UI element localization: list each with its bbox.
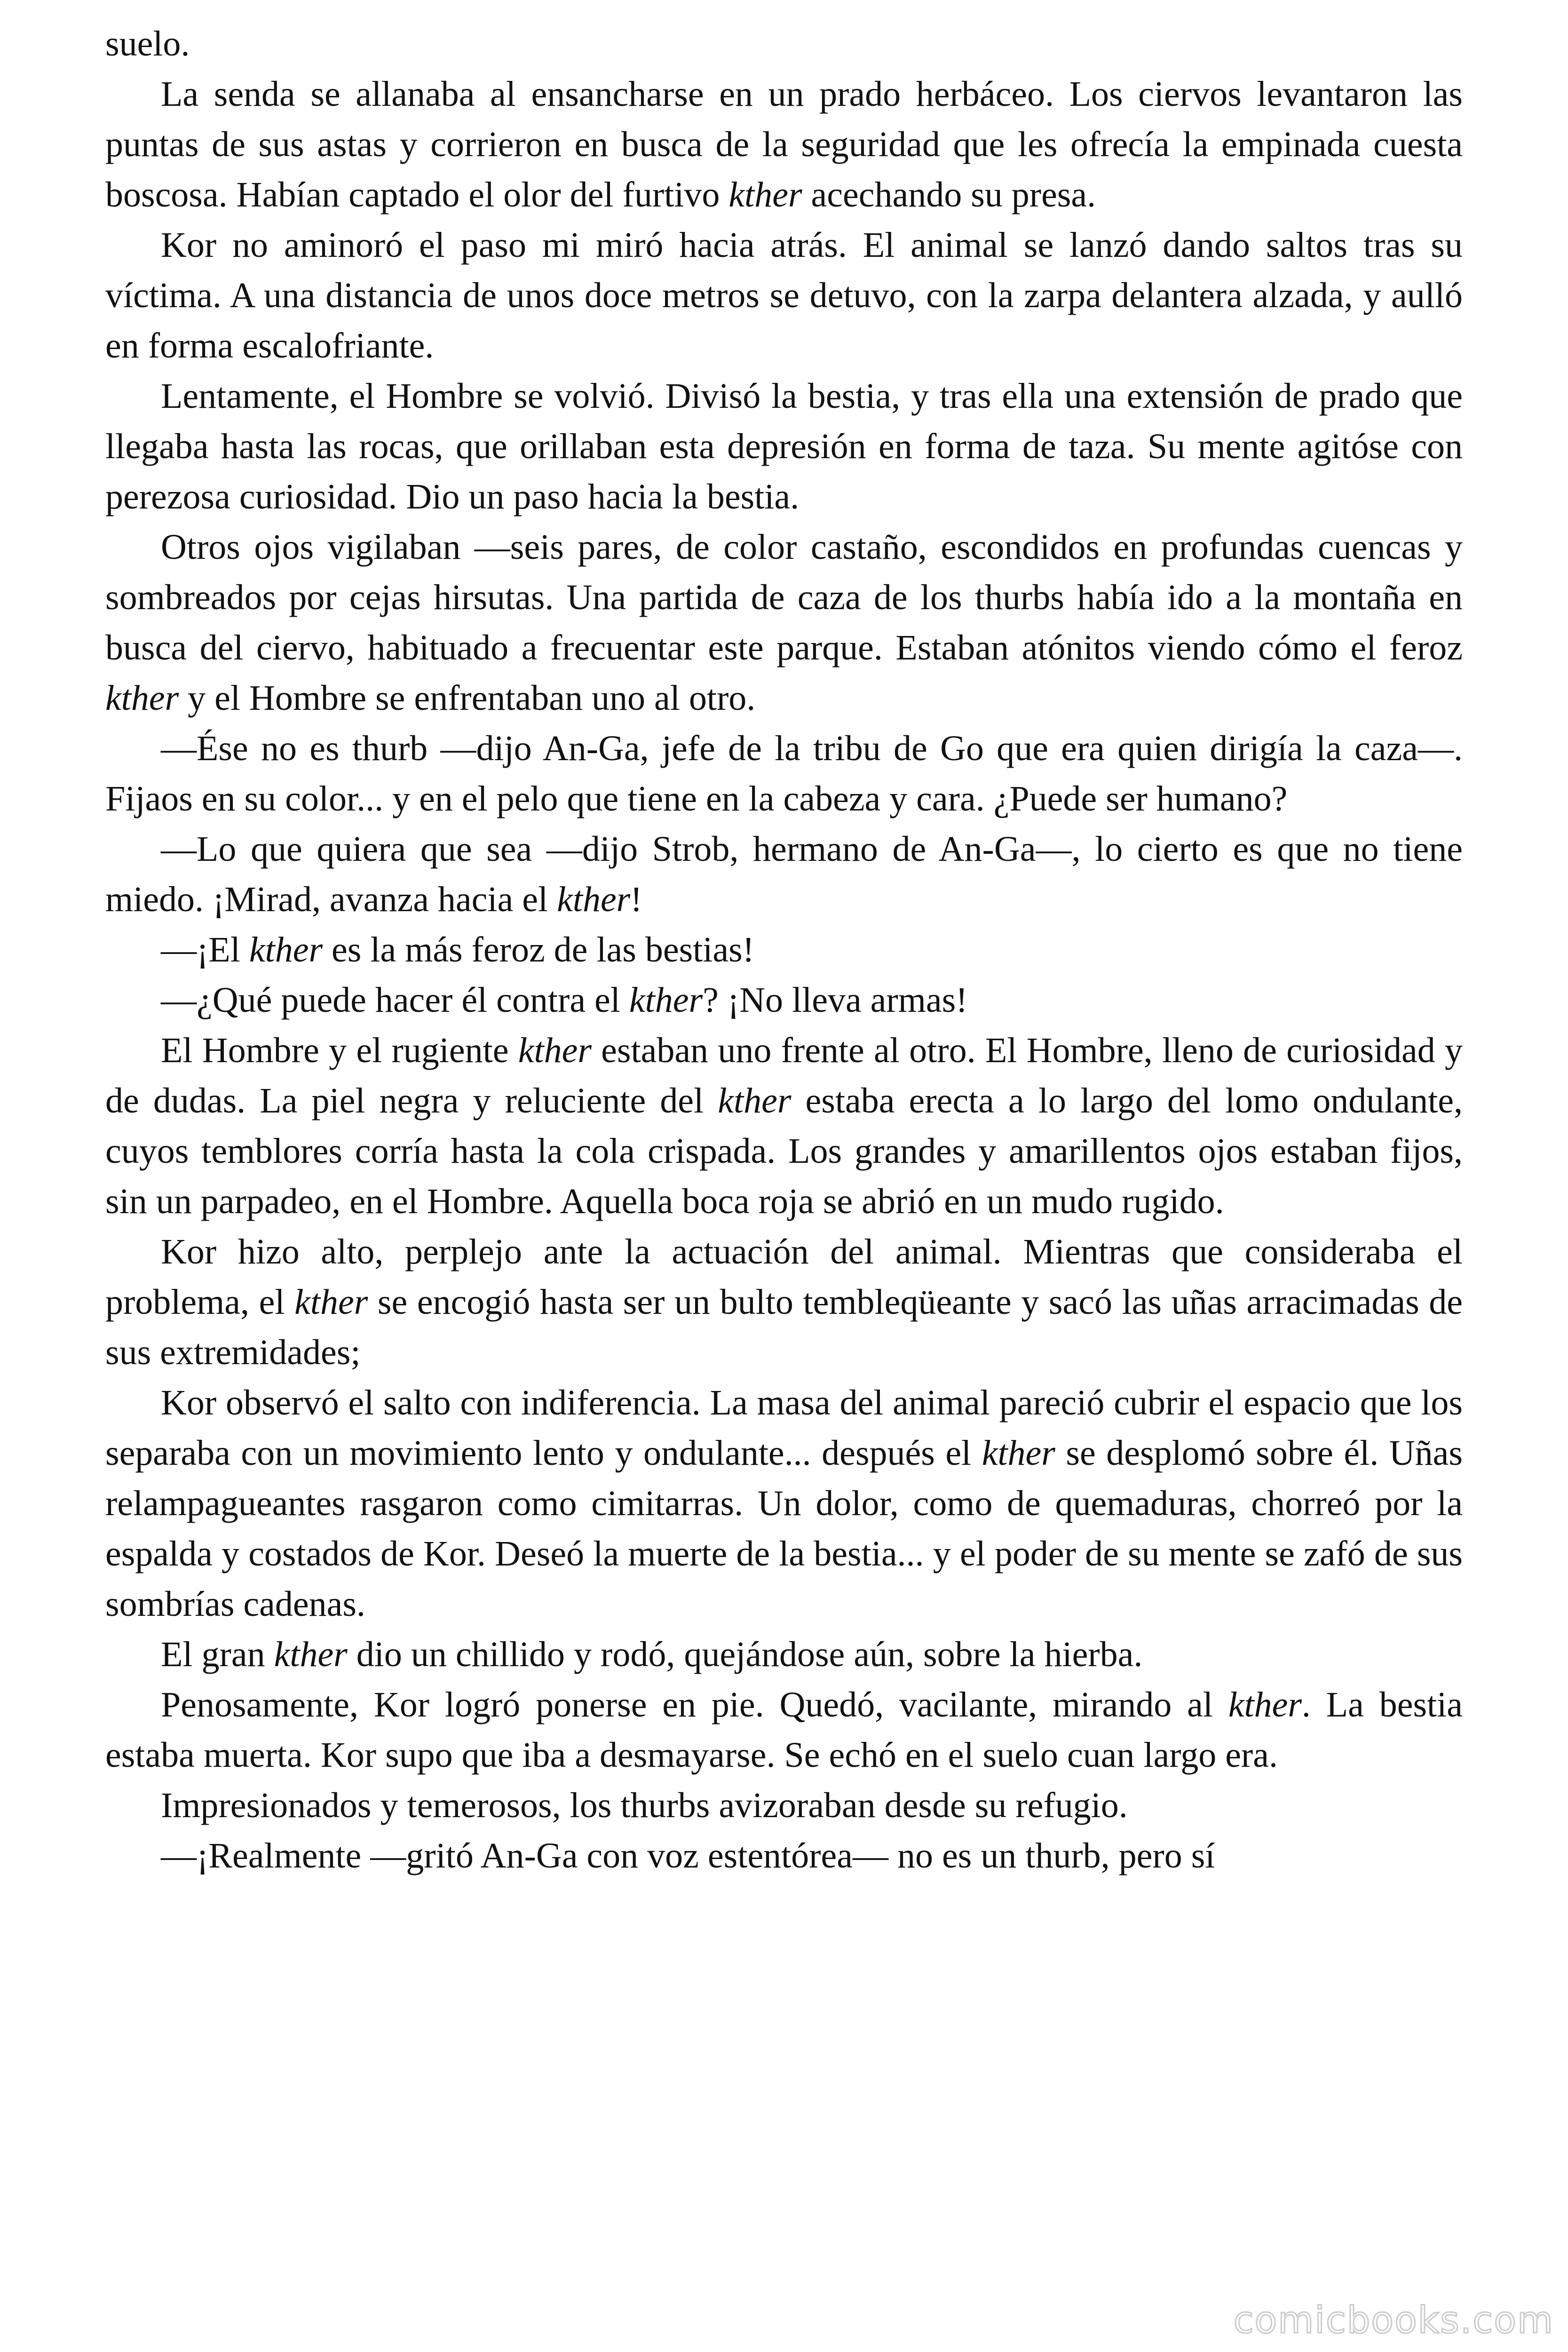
paragraph-10 xyxy=(105,1025,1463,1227)
italic-term: kther xyxy=(274,1635,348,1674)
text-segment: estaban uno frente al otro. El Hombre, lleno de curiosidad y de dudas. La piel negra y reluciente del xyxy=(105,1031,1463,1120)
text-segment: . La bestia estaba muerta. Kor supo que iba a desmayarse. Se echó en el suelo cuan largo era. xyxy=(105,1685,1463,1775)
paragraph-11 xyxy=(105,1227,1463,1378)
paragraph-16 xyxy=(105,1831,1463,1881)
paragraph-3 xyxy=(105,220,1463,371)
book-page xyxy=(105,0,1463,2352)
text-segment: Penosamente, Kor logró ponerse en pie. Quedó, vacilante, mirando al xyxy=(161,1685,1228,1724)
text-segment: —¡El xyxy=(161,930,249,969)
text-segment: se desplomó sobre él. Uñas relampagueantes rasgaron como cimitarras. Un dolor, como de quemaduras, chorreó por la espalda y costados de Kor. Deseó la muerte de la bestia... y el poder de su mente se zafó de sus sombrías cadenas. xyxy=(105,1433,1463,1624)
text-segment: —¿Qué puede hacer él contra el xyxy=(161,980,629,1020)
paragraph-2 xyxy=(105,69,1463,220)
text-segment: Otros ojos vigilaban —seis pares, de color castaño, escondidos en profundas cuencas y sombreados por cejas hirsutas. Una partida de caza de los thurbs había ido a la montaña en busca del ciervo, habituado a frecuentar este parque. Estaban atónitos viendo cómo el feroz xyxy=(105,527,1463,667)
page-text xyxy=(105,19,1463,1881)
italic-term: kther xyxy=(294,1282,368,1322)
text-segment: y el Hombre se enfrentaban uno al otro. xyxy=(179,678,756,718)
italic-term: kther xyxy=(729,175,802,215)
text-segment: El gran xyxy=(161,1635,274,1674)
text-segment: Kor observó el salto con indiferencia. La masa del animal pareció cubrir el espacio que los separaba con un movimiento lento y ondulante... después el xyxy=(105,1383,1463,1473)
text-segment: Kor hizo alto, perplejo ante la actuación del animal. Mientras que consideraba el problema, el xyxy=(105,1232,1463,1322)
italic-term: kther xyxy=(629,980,703,1020)
paragraph-8 xyxy=(105,925,1463,975)
text-segment: —Lo que quiera que sea —dijo Strob, hermano de An-Ga—, lo cierto es que no tiene miedo. ¡Mirad, avanza hacia el xyxy=(105,829,1463,919)
text-segment: acechando su presa. xyxy=(802,175,1096,215)
text-segment: estaba erecta a lo largo del lomo ondulante, cuyos temblores corría hasta la cola crispada. Los grandes y amarillentos ojos estaban fijos, sin un parpadeo, en el Hombre. Aquella boca roja se abrió en un mudo rugido. xyxy=(105,1081,1463,1221)
paragraph-12 xyxy=(105,1378,1463,1629)
paragraph-1 xyxy=(105,19,1463,69)
text-segment: dio un chillido y rodó, quejándose aún, sobre la hierba. xyxy=(347,1635,1143,1674)
italic-term: kther xyxy=(718,1081,792,1120)
paragraph-9 xyxy=(105,975,1463,1025)
text-segment: Kor no aminoró el paso mi miró hacia atrás. El animal se lanzó dando saltos tras su víctima. A una distancia de unos doce metros se detuvo, con la zarpa delantera alzada, y aulló en forma escalofriante. xyxy=(105,225,1463,366)
text-segment: se encogió hasta ser un bulto tembleqüeante y sacó las uñas arracimadas de sus extremidades; xyxy=(105,1282,1463,1372)
text-segment: —¡Realmente —gritó An-Ga con voz estentórea— no es un thurb, pero sí xyxy=(161,1836,1215,1875)
paragraph-4 xyxy=(105,371,1463,522)
paragraph-13 xyxy=(105,1629,1463,1680)
text-segment: —Ése no es thurb —dijo An-Ga, jefe de la tribu de Go que era quien dirigía la caza—. Fijaos en su color... y en el pelo que tiene en la cabeza y cara. ¿Puede ser humano? xyxy=(105,729,1463,818)
italic-term: kther xyxy=(982,1433,1055,1473)
text-segment: es la más feroz de las bestias! xyxy=(323,930,754,969)
italic-term: kther xyxy=(249,930,323,969)
italic-term: kther xyxy=(518,1031,592,1070)
text-segment: La senda se allanaba al ensancharse en un prado herbáceo. Los ciervos levantaron las puntas de sus astas y corrieron en busca de la seguridad que les ofrecía la empinada cuesta boscosa. Habían captado el olor del furtivo xyxy=(105,74,1463,215)
text-segment: El Hombre y el rugiente xyxy=(161,1031,518,1070)
paragraph-14 xyxy=(105,1680,1463,1780)
paragraph-6 xyxy=(105,723,1463,824)
paragraph-7 xyxy=(105,824,1463,925)
paragraph-15 xyxy=(105,1780,1463,1831)
watermark-logo: comicbooks.com xyxy=(1233,2299,1554,2342)
italic-term: kther xyxy=(105,678,179,718)
paragraph-5 xyxy=(105,522,1463,723)
text-segment: Lentamente, el Hombre se volvió. Divisó la bestia, y tras ella una extensión de prado que llegaba hasta las rocas, que orillaban esta depresión en forma de taza. Su mente agitóse con perezosa curiosidad. Dio un paso hacia la bestia. xyxy=(105,376,1463,516)
text-segment: Impresionados y temerosos, los thurbs avizoraban desde su refugio. xyxy=(161,1786,1128,1825)
italic-term: kther xyxy=(557,880,631,919)
text-segment: ! xyxy=(630,880,642,919)
italic-term: kther xyxy=(1228,1685,1302,1724)
text-segment: suelo. xyxy=(105,24,190,64)
text-segment: ? ¡No lleva armas! xyxy=(703,980,968,1020)
